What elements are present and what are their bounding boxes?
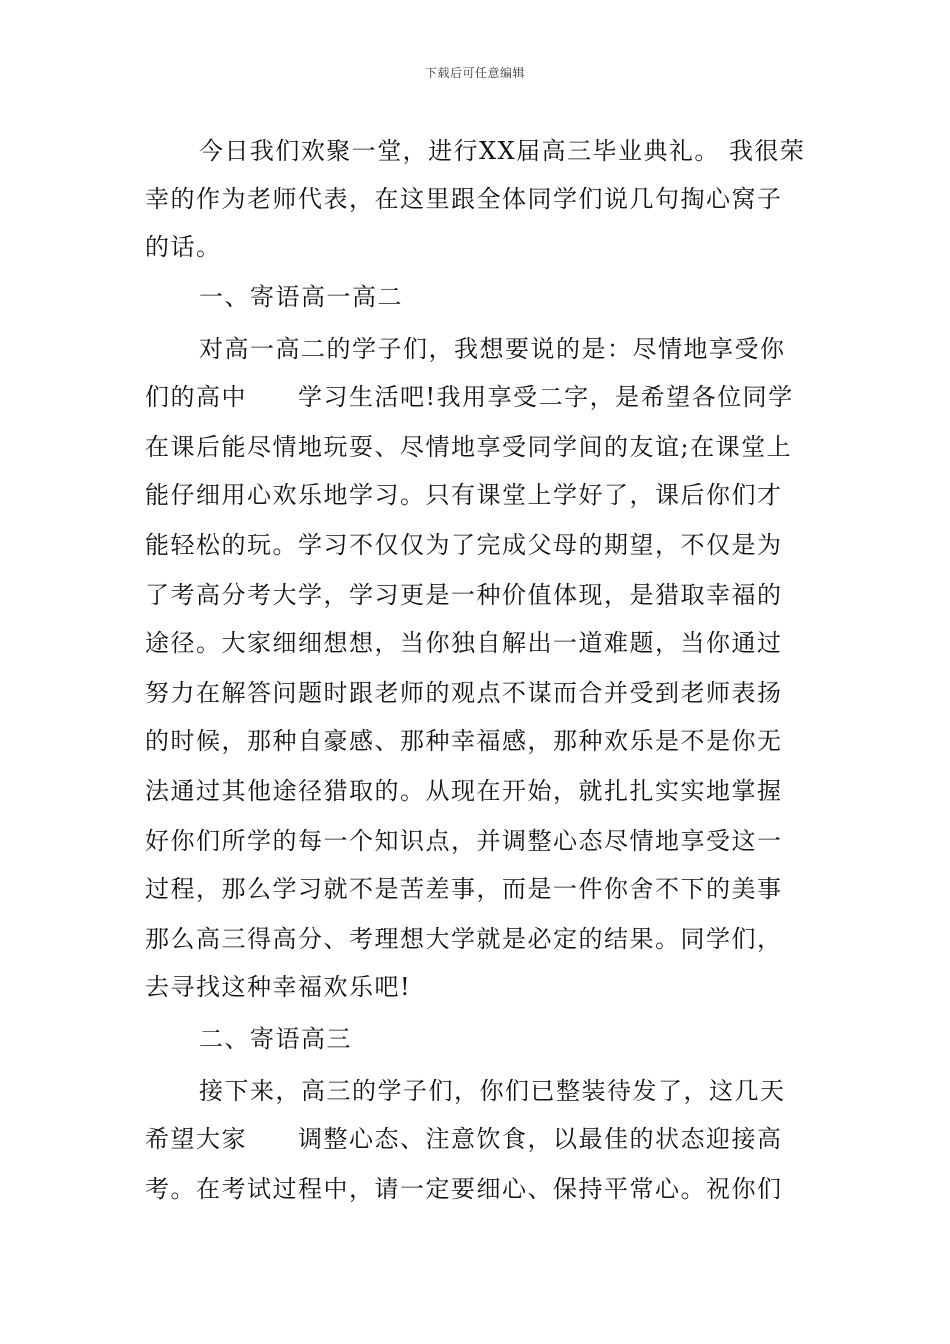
paragraph-line: 今日我们欢聚一堂，进行XX届高三毕业典礼。 我很荣 [199, 137, 806, 165]
paragraph-line: 途径。大家细细想想，当你独自解出一道难题，当你通过 [145, 629, 783, 657]
paragraph-line: 过程，那么学习就不是苦差事，而是一件你舍不下的美事 [145, 875, 783, 903]
paragraph-line: 能轻松的玩。学习不仅仅为了完成父母的期望，不仅是为 [145, 531, 783, 559]
paragraph-line: 接下来，高三的学子们，你们已整装待发了，这几天 [199, 1077, 786, 1105]
paragraph-line: 努力在解答问题时跟老师的观点不谋而合并受到老师表扬 [145, 679, 783, 707]
paragraph-line: 的时候，那种自豪感、那种幸福感，那种欢乐是不是你无 [145, 727, 783, 755]
paragraph-line: 能仔细用心欢乐地学习。只有课堂上学好了，课后你们才 [145, 481, 783, 509]
paragraph-line: 幸的作为老师代表，在这里跟全体同学们说几句掏心窝子 [145, 185, 783, 213]
paragraph-line: 去寻找这种幸福欢乐吧! [145, 973, 412, 1001]
page-header: 下载后可任意编辑 [424, 66, 525, 80]
paragraph-line: 对高一高二的学子们，我想要说的是：尽情地享受你 [199, 335, 786, 363]
paragraph-line: 希望大家 调整心态、注意饮食，以最佳的状态迎接高 [145, 1125, 783, 1153]
paragraph-line: 好你们所学的每一个知识点，并调整心态尽情地享受这一 [145, 827, 783, 855]
paragraph-line: 们的高中 学习生活吧!我用享受二字，是希望各位同学 [145, 383, 794, 411]
paragraph-line: 了考高分考大学，学习更是一种价值体现，是猎取幸福的 [145, 581, 783, 609]
section-heading: 一、寄语高一高二 [199, 283, 403, 311]
paragraph-line: 的话。 [145, 233, 222, 261]
paragraph-line: 那么高三得高分、考理想大学就是必定的结果。同学们， [145, 925, 783, 953]
paragraph-line: 在课后能尽情地玩耍、尽情地享受同学间的友谊;在课堂上 [145, 433, 793, 461]
paragraph-line: 考。在考试过程中，请一定要细心、保持平常心。祝你们 [145, 1175, 783, 1203]
section-heading: 二、寄语高三 [199, 1025, 352, 1053]
paragraph-line: 法通过其他途径猎取的。从现在开始，就扎扎实实地掌握 [145, 777, 783, 805]
